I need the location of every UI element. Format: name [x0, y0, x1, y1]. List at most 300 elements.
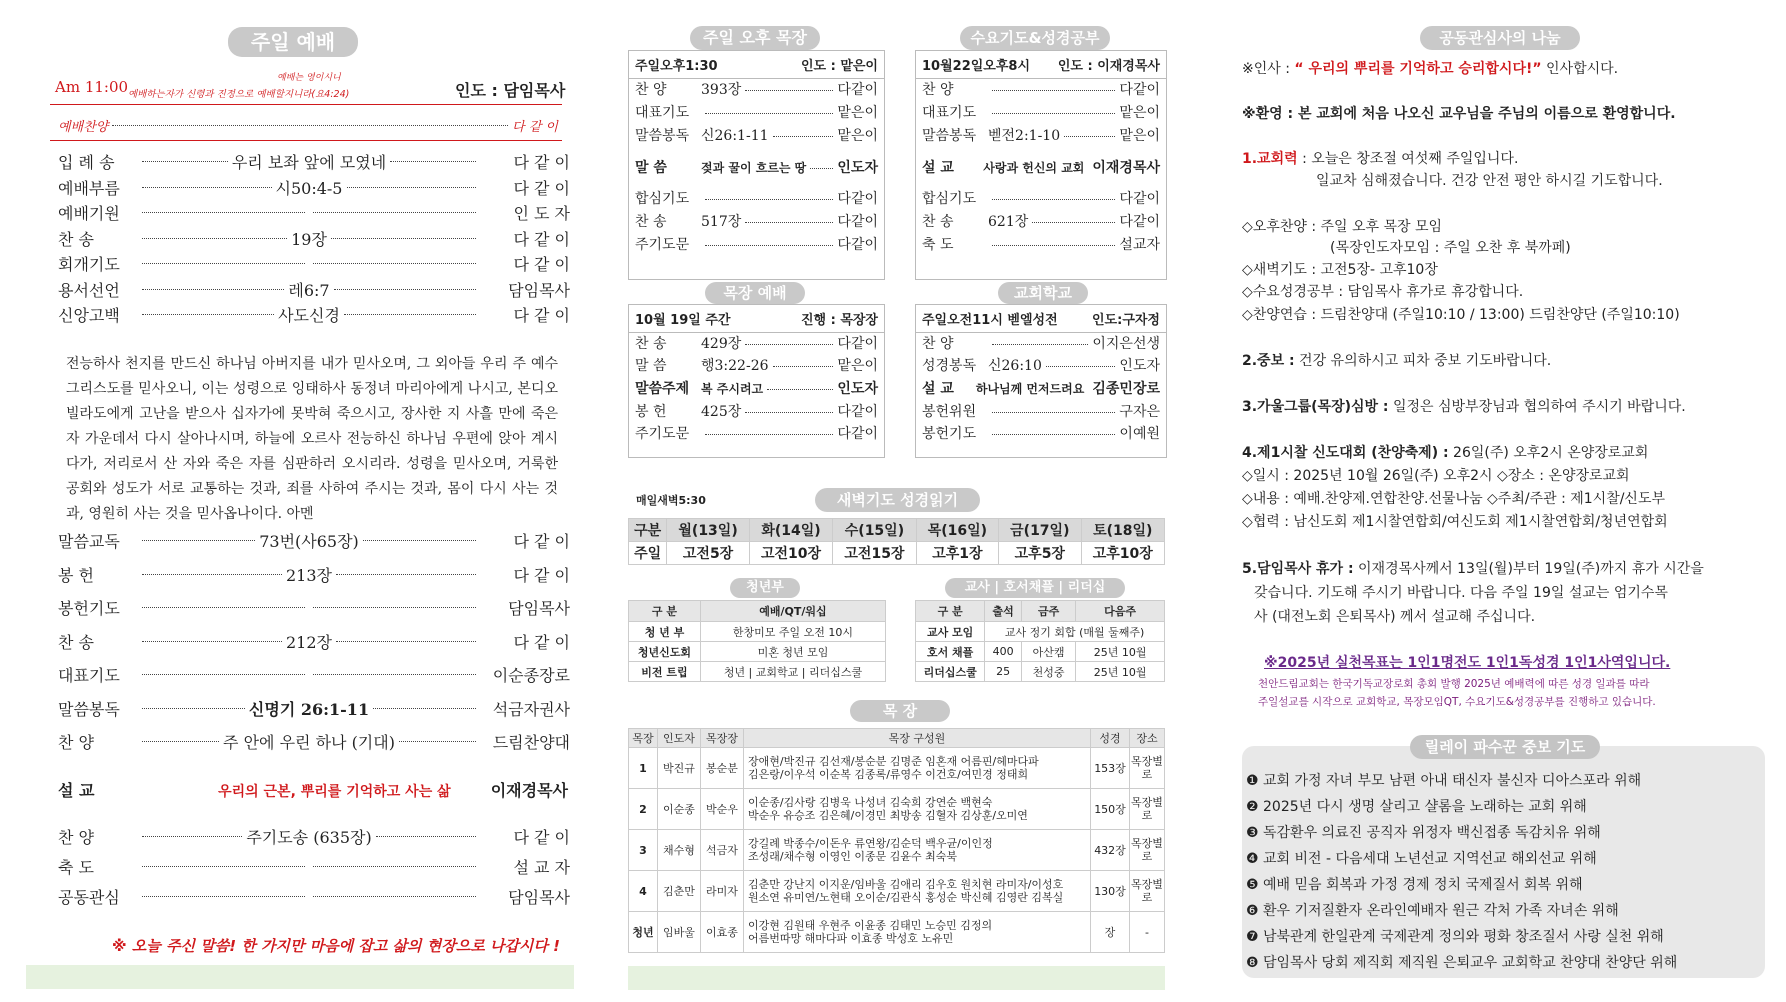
dot-leader: [313, 896, 476, 897]
box-row: [629, 401, 884, 423]
table-header-cell: 다음주: [1076, 601, 1165, 622]
box-row-label: 찬 송: [922, 214, 954, 230]
table-header-cell: 출석: [985, 601, 1022, 622]
box-header-right: 인도:구자정: [1092, 313, 1160, 328]
box-row-content: 신26:10: [988, 358, 1042, 374]
box-row-content: 신26:1-11: [701, 128, 769, 144]
order-row: [58, 252, 570, 275]
dot-leader: [705, 245, 833, 246]
mokjang-row: [629, 748, 1165, 789]
dot-leader: [313, 866, 476, 867]
order-row: [58, 227, 570, 250]
order-row: [58, 825, 570, 848]
box-row-who: 다같이: [837, 82, 878, 98]
dawn-cell: 고전15장: [833, 542, 916, 565]
dot-leader: [767, 389, 833, 390]
dot-leader: [313, 212, 476, 213]
mokjang-members-line1: 이강현 김원태 우현주 이윤종 김태민 노승민 김정의: [748, 919, 993, 932]
dot-leader: [142, 289, 284, 290]
order-name: 축 도: [58, 858, 94, 877]
goal: ※2025년 실천목표는 1인1명전도 1인1독성경 1인1사역입니다.: [1264, 655, 1671, 671]
order-name: 예배기원: [58, 204, 120, 223]
dot-leader: [142, 212, 305, 213]
sermon-label: 설 교: [58, 781, 95, 800]
box-row: [629, 148, 884, 188]
order-row: [58, 885, 570, 908]
table-row: [629, 642, 886, 662]
mokjang-w-title: 목장 예배: [705, 282, 805, 304]
box-row: [916, 102, 1166, 125]
order-who: 담임목사: [508, 599, 570, 618]
box-row-label: 주기도문: [635, 426, 690, 442]
box-row: [916, 188, 1166, 211]
box-row-content: 429장: [701, 336, 742, 352]
order-content: 사도신경: [278, 306, 340, 325]
sunpm-box: [628, 50, 885, 280]
box-row: [916, 148, 1166, 188]
box-row-content: 621장: [988, 214, 1029, 230]
mid-footer-bar: [628, 966, 1165, 990]
box-row-who: 맡은이: [837, 128, 878, 144]
table-cell: 400: [985, 642, 1022, 662]
order-name: 회개기도: [58, 255, 120, 274]
box-row-label: 설 교: [922, 381, 954, 397]
box-row-label: 찬 양: [922, 82, 954, 98]
mokjang-members-line2: 김은랑/이우석 이순복 김종록/류영수 이건호/여민경 정태희: [748, 768, 1029, 781]
order-who: 다 같 이: [513, 565, 570, 585]
dot-leader: [1046, 366, 1116, 367]
dot-leader: [705, 199, 833, 200]
order-name: 봉헌기도: [58, 599, 120, 618]
dot-leader: [142, 896, 305, 897]
youth-table-wrap: [628, 600, 886, 682]
dot-leader: [344, 314, 476, 315]
dot-leader: [745, 344, 833, 345]
order-who: 드림찬양대: [492, 733, 570, 752]
dawn-cell: 고후5장: [999, 542, 1081, 565]
order-row: [58, 529, 570, 552]
order-row: [58, 697, 570, 720]
box-row-label: 대표기도: [922, 105, 977, 121]
notice-5-a: 이재경목사께서 13일(월)부터 19일(주)까지 휴가 시간을: [1358, 561, 1704, 577]
dot-leader: [992, 113, 1115, 114]
dot-leader: [376, 836, 476, 837]
order-content: 19장: [291, 229, 327, 249]
mokjang-header-cell: 인도자: [658, 729, 701, 748]
order-name: 신앙고백: [58, 306, 120, 325]
dawn-title: 새벽기도 성경읽기: [815, 488, 980, 512]
box-row-label: 대표기도: [635, 105, 690, 121]
greeting-pre: ※인사 :: [1242, 61, 1290, 77]
box-row-who: 다같이: [837, 336, 878, 352]
order-content: 레6:7: [288, 280, 330, 300]
notice-3: [1242, 396, 1686, 416]
notice-5-b: 갖습니다. 기도해 주시기 바랍니다. 다음 주일 19일 설교는 엄기수목: [1254, 585, 1668, 601]
dot-leader: [142, 540, 255, 541]
notice-4-2: ◇내용 : 예배.찬양제.연합찬양.선물나눔 ◇주최/주관 : 제1시찰/신도부: [1242, 491, 1666, 507]
order-row: [58, 176, 570, 199]
mokjang-members: [744, 912, 1091, 953]
box-row-who: 다같이: [837, 404, 878, 420]
box-row-who: 다같이: [837, 214, 878, 230]
box-row-label: 봉헌위원: [922, 404, 977, 420]
box-row-content: 복 주시려고: [701, 382, 764, 396]
box-row-label: 말씀주제: [635, 381, 690, 397]
box-row-content: 517장: [701, 214, 742, 230]
box-row-who: 김종민장로: [1092, 381, 1160, 397]
box-row-who: 이재경목사: [1092, 160, 1160, 176]
mokjang-members-line1: 강길례 박종수/이돈우 류연왕/김순덕 백우균/이인정: [748, 837, 993, 850]
box-row: [629, 211, 884, 234]
table-cell: 천성중: [1021, 662, 1075, 682]
notice-1: [1242, 148, 1518, 168]
dot-leader: [142, 314, 274, 315]
box-row-who: 다같이: [1119, 191, 1160, 207]
mokjang-head: 석금자: [701, 830, 744, 871]
choir-notice: ◇찬양연습 : 드림찬양대 (주일10:10 / 13:00) 드림찬양단 (주일10:10): [1242, 307, 1680, 323]
sermon-title: 우리의 근본, 뿌리를 기억하고 사는 삶: [218, 784, 451, 800]
table-cell: 25년 10월: [1076, 642, 1165, 662]
table-cell: 호서 채플: [916, 642, 985, 662]
greeting: [1242, 58, 1618, 78]
training-table-wrap: [915, 600, 1165, 682]
mokjang-no: 4: [629, 871, 658, 912]
box-row-content: 425장: [701, 404, 742, 420]
box-row-label: 합심기도: [635, 191, 690, 207]
notice-3-text: 일정은 심방부장님과 협의하여 주시기 바랍니다.: [1392, 399, 1686, 415]
mokjang-leader: 이순종: [658, 789, 701, 830]
dawn-header-cell: 금(17일): [999, 519, 1081, 542]
box-row-who: 인도자: [837, 160, 878, 176]
mokjang-row: [629, 789, 1165, 830]
mokjang-header-cell: 목장장: [701, 729, 744, 748]
table-cell: 한창미모 주일 오전 10시: [700, 622, 885, 642]
mokjang-members: [744, 789, 1091, 830]
table-cell: 청 년 부: [629, 622, 701, 642]
dot-leader: [373, 708, 476, 709]
box-header: [629, 51, 884, 79]
relay-item: ❹ 교회 비전 - 다음세대 노년선교 지역선교 해외선교 위해: [1246, 851, 1597, 867]
order-content: 주 안에 우린 하나 (기대): [223, 733, 395, 752]
dawn-table: [628, 518, 1165, 565]
relay-item: ❽ 담임목사 당회 제직회 제직원 은퇴교우 교회학교 찬양대 찬양단 위해: [1246, 955, 1678, 971]
mokjang-members-line1: 김춘만 강난지 이지운/임바울 김애리 김우호 원치현 라미자/이성호: [748, 878, 1064, 891]
table-cell: 교사 모임: [916, 622, 985, 642]
order-who: 인 도 자: [513, 204, 570, 223]
mokjang-members-line2: 박순우 유승조 김은혜/이경민 최방송 김혈자 김상훈/오미연: [748, 809, 1028, 822]
mokjang-leader: 임바울: [658, 912, 701, 953]
box-row: [916, 401, 1166, 423]
box-row-label: 봉 헌: [635, 404, 667, 420]
dot-leader: [142, 836, 242, 837]
notice-3-label: 3.가울그룹(목장)심방 :: [1242, 399, 1389, 415]
relay-item: ❷ 2025년 다시 생명 살리고 샬롬을 노래하는 교회 위해: [1246, 799, 1587, 815]
order-row: [58, 150, 570, 173]
prep-label: 예배찬양: [58, 120, 109, 135]
left-footer-bar: [26, 965, 574, 989]
table-header-row: [916, 601, 1165, 622]
goal-sub2: 주일설교를 시작으로 교회학교, 목장모임QT, 수요기도&성경공부를 진행하고 있습니다.: [1258, 696, 1656, 708]
box-row-label: 말 씀: [635, 160, 667, 176]
order-who: 설 교 자: [513, 858, 570, 877]
school-title: 교회학교: [998, 282, 1088, 304]
order-name: 용서선언: [58, 280, 120, 300]
order-name: 찬 송: [58, 632, 94, 652]
order-name: 공동관심: [58, 888, 120, 907]
mokjang-header-cell: 성경: [1091, 729, 1130, 748]
dot-leader: [142, 741, 219, 742]
box-row-content: 하나님께 먼저드려요: [975, 382, 1085, 396]
greeting-post: 인사합시다.: [1546, 61, 1619, 77]
table-cell: 청년신도회: [629, 642, 701, 662]
box-header-left: 주일오후1:30: [635, 59, 718, 74]
dawn-cell: 고전10장: [749, 542, 832, 565]
dawn-cell: 고전5장: [667, 542, 749, 565]
box-row-content: 젖과 꿀이 흐르는 땅: [701, 161, 807, 175]
dawn-notice: ◇새벽기도 : 고전5장- 고후10장: [1242, 262, 1438, 278]
order-name: 대표기도: [58, 666, 120, 685]
dot-leader: [1064, 136, 1115, 137]
dot-leader: [142, 238, 287, 239]
mokjang-bible: 150장: [1091, 789, 1130, 830]
dot-leader: [992, 199, 1115, 200]
relay-item: ❻ 환우 기저질환자 온라인예배자 원근 각처 가족 자녀손 위해: [1246, 903, 1619, 919]
notice-1-label: 1.교회력: [1242, 151, 1298, 167]
box-row: [629, 333, 884, 355]
mokjang-members-line1: 장애현/박진규 김선재/봉순분 김명준 임혼재 어름핀/헤마다파: [748, 755, 1039, 768]
mokjang-leader: 김춘만: [658, 871, 701, 912]
box-row-who: 인도자: [1119, 358, 1160, 374]
box-row-who: 다같이: [837, 191, 878, 207]
order-who: 석금자권사: [492, 699, 570, 719]
dot-leader: [992, 344, 1088, 345]
dawn-cell: 고후10장: [1081, 542, 1164, 565]
dot-leader: [142, 574, 282, 575]
school-box: [915, 304, 1167, 458]
box-row: [916, 79, 1166, 102]
order-row: [58, 630, 570, 653]
relay-item: ❼ 남북관계 한일관계 국제관계 정의와 평화 창조질서 사랑 실천 위해: [1246, 929, 1664, 945]
box-row: [629, 102, 884, 125]
worship-note1: 예배는 영이시니: [277, 73, 341, 83]
mokjang-no: 2: [629, 789, 658, 830]
wed-box: [915, 50, 1167, 280]
dot-leader: [142, 674, 305, 675]
box-row: [629, 125, 884, 148]
table-row: [629, 622, 886, 642]
mokjang-head: 봉순분: [701, 748, 744, 789]
box-row: [629, 355, 884, 377]
dot-leader: [334, 289, 476, 290]
sermon-who: 이재경목사: [490, 781, 568, 800]
box-row-who: 설교자: [1119, 237, 1160, 253]
order-content: 213장: [286, 565, 332, 585]
box-row-who: 이지은선생: [1092, 336, 1160, 352]
box-header: [916, 305, 1166, 333]
box-row-label: 찬 송: [635, 214, 667, 230]
goal-sub1: 천안드림교회는 한국기독교장로회 총회 발행 2025년 예배력에 따른 성경 일과를 따라: [1258, 678, 1650, 690]
box-row-content: 393장: [701, 82, 742, 98]
box-header: [916, 51, 1166, 79]
welcome: ※환영 : 본 교회에 처음 나오신 교우님을 주님의 이름으로 환영합니다.: [1242, 106, 1676, 122]
dot-leader: [390, 161, 476, 162]
relay-item: ❸ 독감환우 의료진 공직자 위정자 백신접종 독감치유 위해: [1246, 825, 1601, 841]
mokjang-header-cell: 장소: [1130, 729, 1165, 748]
mokjang-members: [744, 748, 1091, 789]
order-content: 우리 보좌 앞에 모였네: [231, 153, 387, 172]
table-cell: 미혼 청년 모임: [700, 642, 885, 662]
box-header: [629, 305, 884, 333]
order-row: [58, 201, 570, 224]
box-row-who: 맡은이: [1119, 105, 1160, 121]
box-header-right: 인도 : 이재경목사: [1057, 59, 1160, 74]
dawn-header-cell: 토(18일): [1081, 519, 1164, 542]
mokjang-members-line2: 원소연 유미연/노현태 오이순/김관식 홍성순 박신혜 김영란 김복실: [748, 891, 1064, 904]
pm-praise-a: ◇오후찬양 : 주일 오후 목장 모임: [1242, 219, 1443, 235]
worship-note2: 예배하는자가 신령과 진정으로 예배할지니라(요4:24): [128, 89, 350, 100]
table-header-row: [629, 601, 886, 622]
dot-leader: [773, 366, 834, 367]
mokjang-header-cell: 목장 구성원: [744, 729, 1091, 748]
order-row: [58, 663, 570, 686]
box-row: [629, 188, 884, 211]
dawn-time: 매일새벽5:30: [636, 494, 706, 507]
mokjang-row: [629, 830, 1165, 871]
sunpm-title: 주일 오후 목장: [690, 26, 820, 50]
box-header-left: 10월22일오후8시: [922, 59, 1031, 74]
order-content: 212장: [286, 632, 332, 652]
mokjang-leader: 박진규: [658, 748, 701, 789]
box-row: [916, 211, 1166, 234]
dot-leader: [745, 90, 833, 91]
mokjang-bible: 장: [1091, 912, 1130, 953]
box-row-content: 벧전2:1-10: [988, 128, 1061, 144]
notice-2-text: 건강 유의하시고 피차 중보 기도바랍니다.: [1299, 353, 1552, 369]
notice-4: [1242, 442, 1648, 462]
order-name: 말씀교독: [58, 532, 120, 551]
youth-title: 청년부: [730, 578, 800, 598]
dot-leader: [142, 866, 305, 867]
creed-text: 전능하사 천지를 만드신 하나님 아버지를 내가 믿사오며, 그 외아들 우리 주 예수 그리스도를 믿사오니, 이는 성령으로 잉태하사 동정녀 마리아에게 나시고, 본디오 빌라도에게 고난을 받으사 십자가에 못박혀 죽으시고, 장사한 지 사흘 만에 죽은 자 가운데서 다시 살아나시며, 하늘에 오르사 전능하신 하나님 우편에 앉아 계시다가, 저리로서 산 자와 죽은 자를 심판하러 오시리라. 성령을 믿사오며, 거룩한 공회와 성도가 서로 교통하는 것과, 죄를 사하여 주시는 것과, 몸이 다시 사는 것과, 영원히 사는 것을 믿사옵나이다. 아멘: [66, 356, 558, 522]
dot-leader: [363, 540, 476, 541]
mokjang-members-line2: 조성래/채수형 이영인 이종문 김윤수 최숙북: [748, 850, 957, 863]
box-row: [629, 79, 884, 102]
mokjang-place: -: [1130, 912, 1165, 953]
box-row-who: 인도자: [837, 381, 878, 397]
mokjang-row: [629, 912, 1165, 953]
dot-leader: [142, 187, 272, 188]
box-row: [916, 355, 1166, 377]
box-row-who: 구자은: [1119, 404, 1160, 420]
wed-notice: ◇수요성경공부 : 담임목사 휴가로 휴강합니다.: [1242, 284, 1524, 300]
box-row: [916, 234, 1166, 257]
order-who: 다 같 이: [513, 532, 571, 551]
prep-row: [58, 116, 558, 135]
worship-time: Am 11:00: [55, 78, 129, 96]
relay-item: ❶ 교회 가정 자녀 부모 남편 아내 태신자 불신자 디아스포라 위해: [1246, 773, 1642, 789]
dot-leader: [336, 574, 476, 575]
mokjang-place: 목장별로: [1130, 748, 1165, 789]
mokjang-no: 3: [629, 830, 658, 871]
box-header-left: 주일오전11시 벧엘성전: [922, 313, 1058, 328]
order-content: 주기도송 (635장): [246, 828, 372, 847]
notice-1-a: : 오늘은 창조절 여섯째 주일입니다.: [1302, 151, 1519, 167]
dawn-header-cell: 목(16일): [916, 519, 998, 542]
dot-leader: [992, 90, 1115, 91]
dot-leader: [347, 187, 477, 188]
prep-divider: [50, 140, 562, 141]
table-cell: 25: [985, 662, 1022, 682]
order-content: 시50:4-5: [275, 178, 343, 198]
notice-5-c: 사 (대전노회 은퇴목사) 께서 설교해 주십니다.: [1254, 609, 1536, 625]
mokjang-place: 목장별로: [1130, 830, 1165, 871]
dot-leader: [142, 607, 305, 608]
box-row-label: 성경봉독: [922, 358, 977, 374]
dawn-header-cell: 구분: [629, 519, 667, 542]
notice-4-1: ◇일시 : 2025년 10월 26일(주) 오후2시 ◇장소 : 온양장로교회: [1242, 468, 1630, 484]
dot-leader: [399, 741, 476, 742]
worship-divider: [50, 104, 562, 105]
box-row-who: 다같이: [837, 237, 878, 253]
mokjang-table-wrap: [628, 728, 1165, 953]
dot-leader: [992, 434, 1115, 435]
box-row-who: 다같이: [837, 426, 878, 442]
box-row: [629, 377, 884, 401]
relay-item: ❺ 예배 믿음 회복과 가정 경제 정치 국제질서 회복 위해: [1246, 877, 1583, 893]
box-row: [916, 125, 1166, 148]
greeting-quote: “ 우리의 뿌리를 기억하고 승리합시다!”: [1294, 61, 1542, 77]
order-name: 찬 양: [58, 828, 94, 847]
order-who: 다 같 이: [513, 306, 571, 325]
dot-leader: [745, 222, 833, 223]
box-row-who: 다같이: [1119, 214, 1160, 230]
mokjang-place: 목장별로: [1130, 789, 1165, 830]
dawn-header-cell: 화(14일): [749, 519, 832, 542]
table-row: [629, 662, 886, 682]
order-name: 찬 양: [58, 733, 94, 752]
mokjang-head: 박순우: [701, 789, 744, 830]
box-header-right: 진행 : 목장장: [800, 313, 878, 328]
dot-leader: [705, 434, 833, 435]
dot-leader: [112, 125, 508, 126]
dot-leader: [992, 245, 1115, 246]
order-name: 예배부름: [58, 178, 120, 198]
dot-leader: [313, 263, 476, 264]
dot-leader: [331, 238, 476, 239]
notice-5: [1242, 558, 1704, 578]
order-name: 봉 헌: [58, 565, 94, 585]
mokjang-bible: 130장: [1091, 871, 1130, 912]
box-row-label: 말 씀: [635, 358, 667, 374]
box-row-label: 말씀봉독: [635, 128, 690, 144]
order-who: 담임목사: [508, 888, 570, 907]
order-row: [58, 278, 570, 301]
table-header-cell: 구 분: [629, 601, 701, 622]
box-row-label: 축 도: [922, 237, 954, 253]
training-title: 교사 | 호서채플 | 리더십: [945, 578, 1125, 598]
notice-4-label: 4.제1시찰 신도대회 (찬양축제) :: [1242, 445, 1449, 461]
sermon-row: [58, 778, 568, 801]
table-row: [916, 642, 1165, 662]
notices-title: 공동관심사의 나눔: [1420, 26, 1580, 50]
dawn-cell: 주일: [629, 542, 667, 565]
order-who: 다 같 이: [513, 153, 570, 172]
dot-leader: [142, 263, 305, 264]
order-row: [58, 596, 570, 619]
dot-leader: [142, 641, 282, 642]
box-row-who: 다같이: [1119, 82, 1160, 98]
box-row: [916, 377, 1166, 401]
